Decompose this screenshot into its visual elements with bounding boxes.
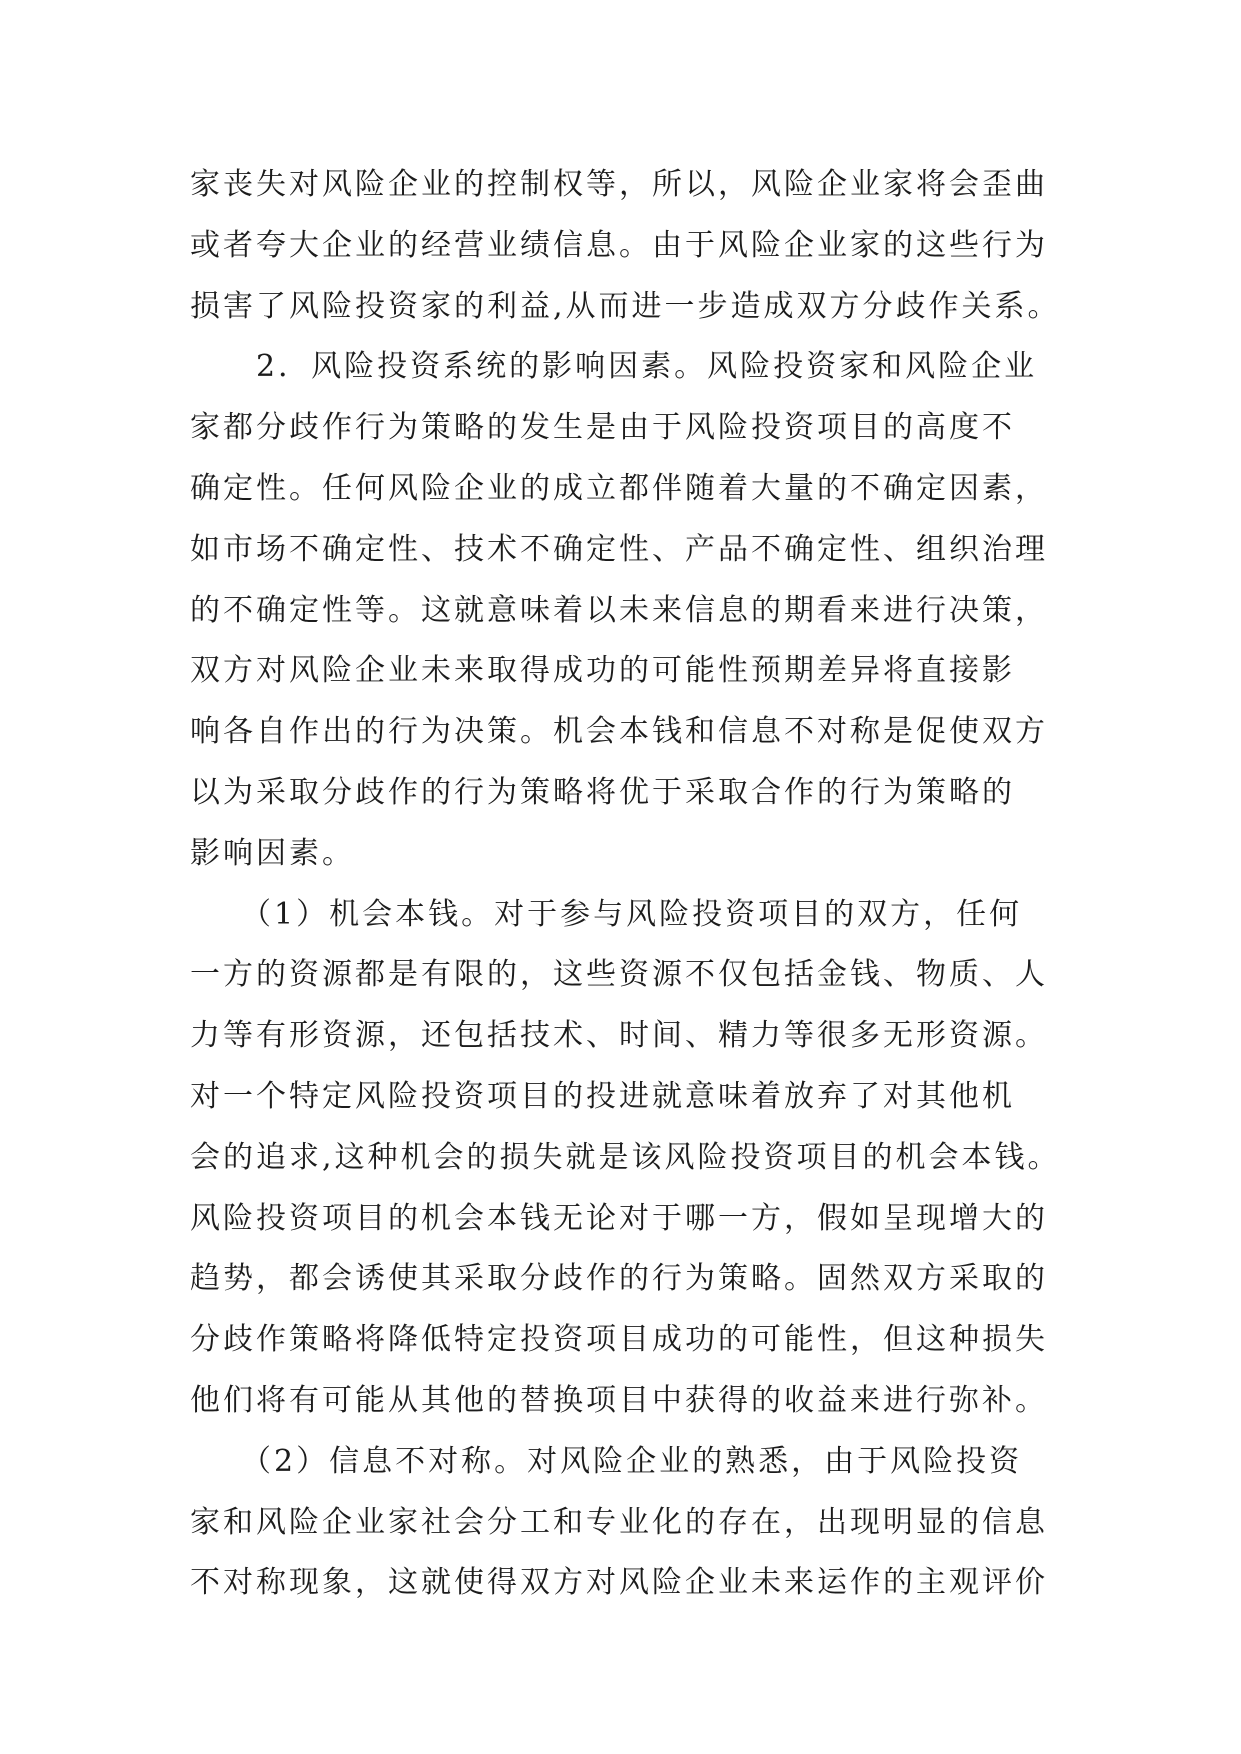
text-line: 响各自作出的行为决策。机会本钱和信息不对称是促使双方 — [190, 714, 1048, 750]
text-line: 2．风险投资系统的影响因素。风险投资家和风险企业 — [190, 349, 1038, 385]
text-line: 对一个特定风险投资项目的投进就意味着放弃了对其他机 — [190, 1078, 1015, 1114]
text-line: 趋势，都会诱使其采取分歧作的行为策略。固然双方采取的 — [190, 1261, 1048, 1297]
text-line: 家和风险企业家社会分工和专业化的存在，出现明显的信息 — [190, 1504, 1048, 1540]
text-line: 他们将有可能从其他的替换项目中获得的收益来进行弥补。 — [190, 1382, 1048, 1418]
text-line: 不对称现象，这就使得双方对风险企业未来运作的主观评价 — [190, 1565, 1048, 1601]
text-line: 力等有形资源，还包括技术、时间、精力等很多无形资源。 — [190, 1018, 1048, 1054]
text-line: （1）机会本钱。对于参与风险投资项目的双方，任何 — [190, 896, 1023, 932]
text-line: 会的追求,这种机会的损失就是该风险投资项目的机会本钱。 — [190, 1139, 1061, 1175]
text-line: 影响因素。 — [190, 835, 355, 871]
text-line: （2）信息不对称。对风险企业的熟悉，由于风险投资 — [190, 1443, 1023, 1479]
text-line: 风险投资项目的机会本钱无论对于哪一方，假如呈现增大的 — [190, 1200, 1048, 1236]
text-line: 的不确定性等。这就意味着以未来信息的期看来进行决策， — [190, 592, 1048, 628]
text-line: 如市场不确定性、技术不确定性、产品不确定性、组织治理 — [190, 531, 1048, 567]
text-line: 确定性。任何风险企业的成立都伴随着大量的不确定因素， — [190, 470, 1048, 506]
text-line: 以为采取分歧作的行为策略将优于采取合作的行为策略的 — [190, 774, 1015, 810]
text-line: 家都分歧作行为策略的发生是由于风险投资项目的高度不 — [190, 410, 1015, 446]
text-line: 或者夸大企业的经营业绩信息。由于风险企业家的这些行为 — [190, 227, 1048, 263]
text-line: 一方的资源都是有限的，这些资源不仅包括金钱、物质、人 — [190, 957, 1048, 993]
body-text — [190, 155, 1070, 1614]
text-line: 分歧作策略将降低特定投资项目成功的可能性，但这种损失 — [190, 1322, 1048, 1358]
text-line: 双方对风险企业未来取得成功的可能性预期差异将直接影 — [190, 653, 1015, 689]
text-line: 家丧失对风险企业的控制权等，所以，风险企业家将会歪曲 — [190, 167, 1048, 202]
text-line: 损害了风险投资家的利益,从而进一步造成双方分歧作关系。 — [190, 288, 1061, 324]
